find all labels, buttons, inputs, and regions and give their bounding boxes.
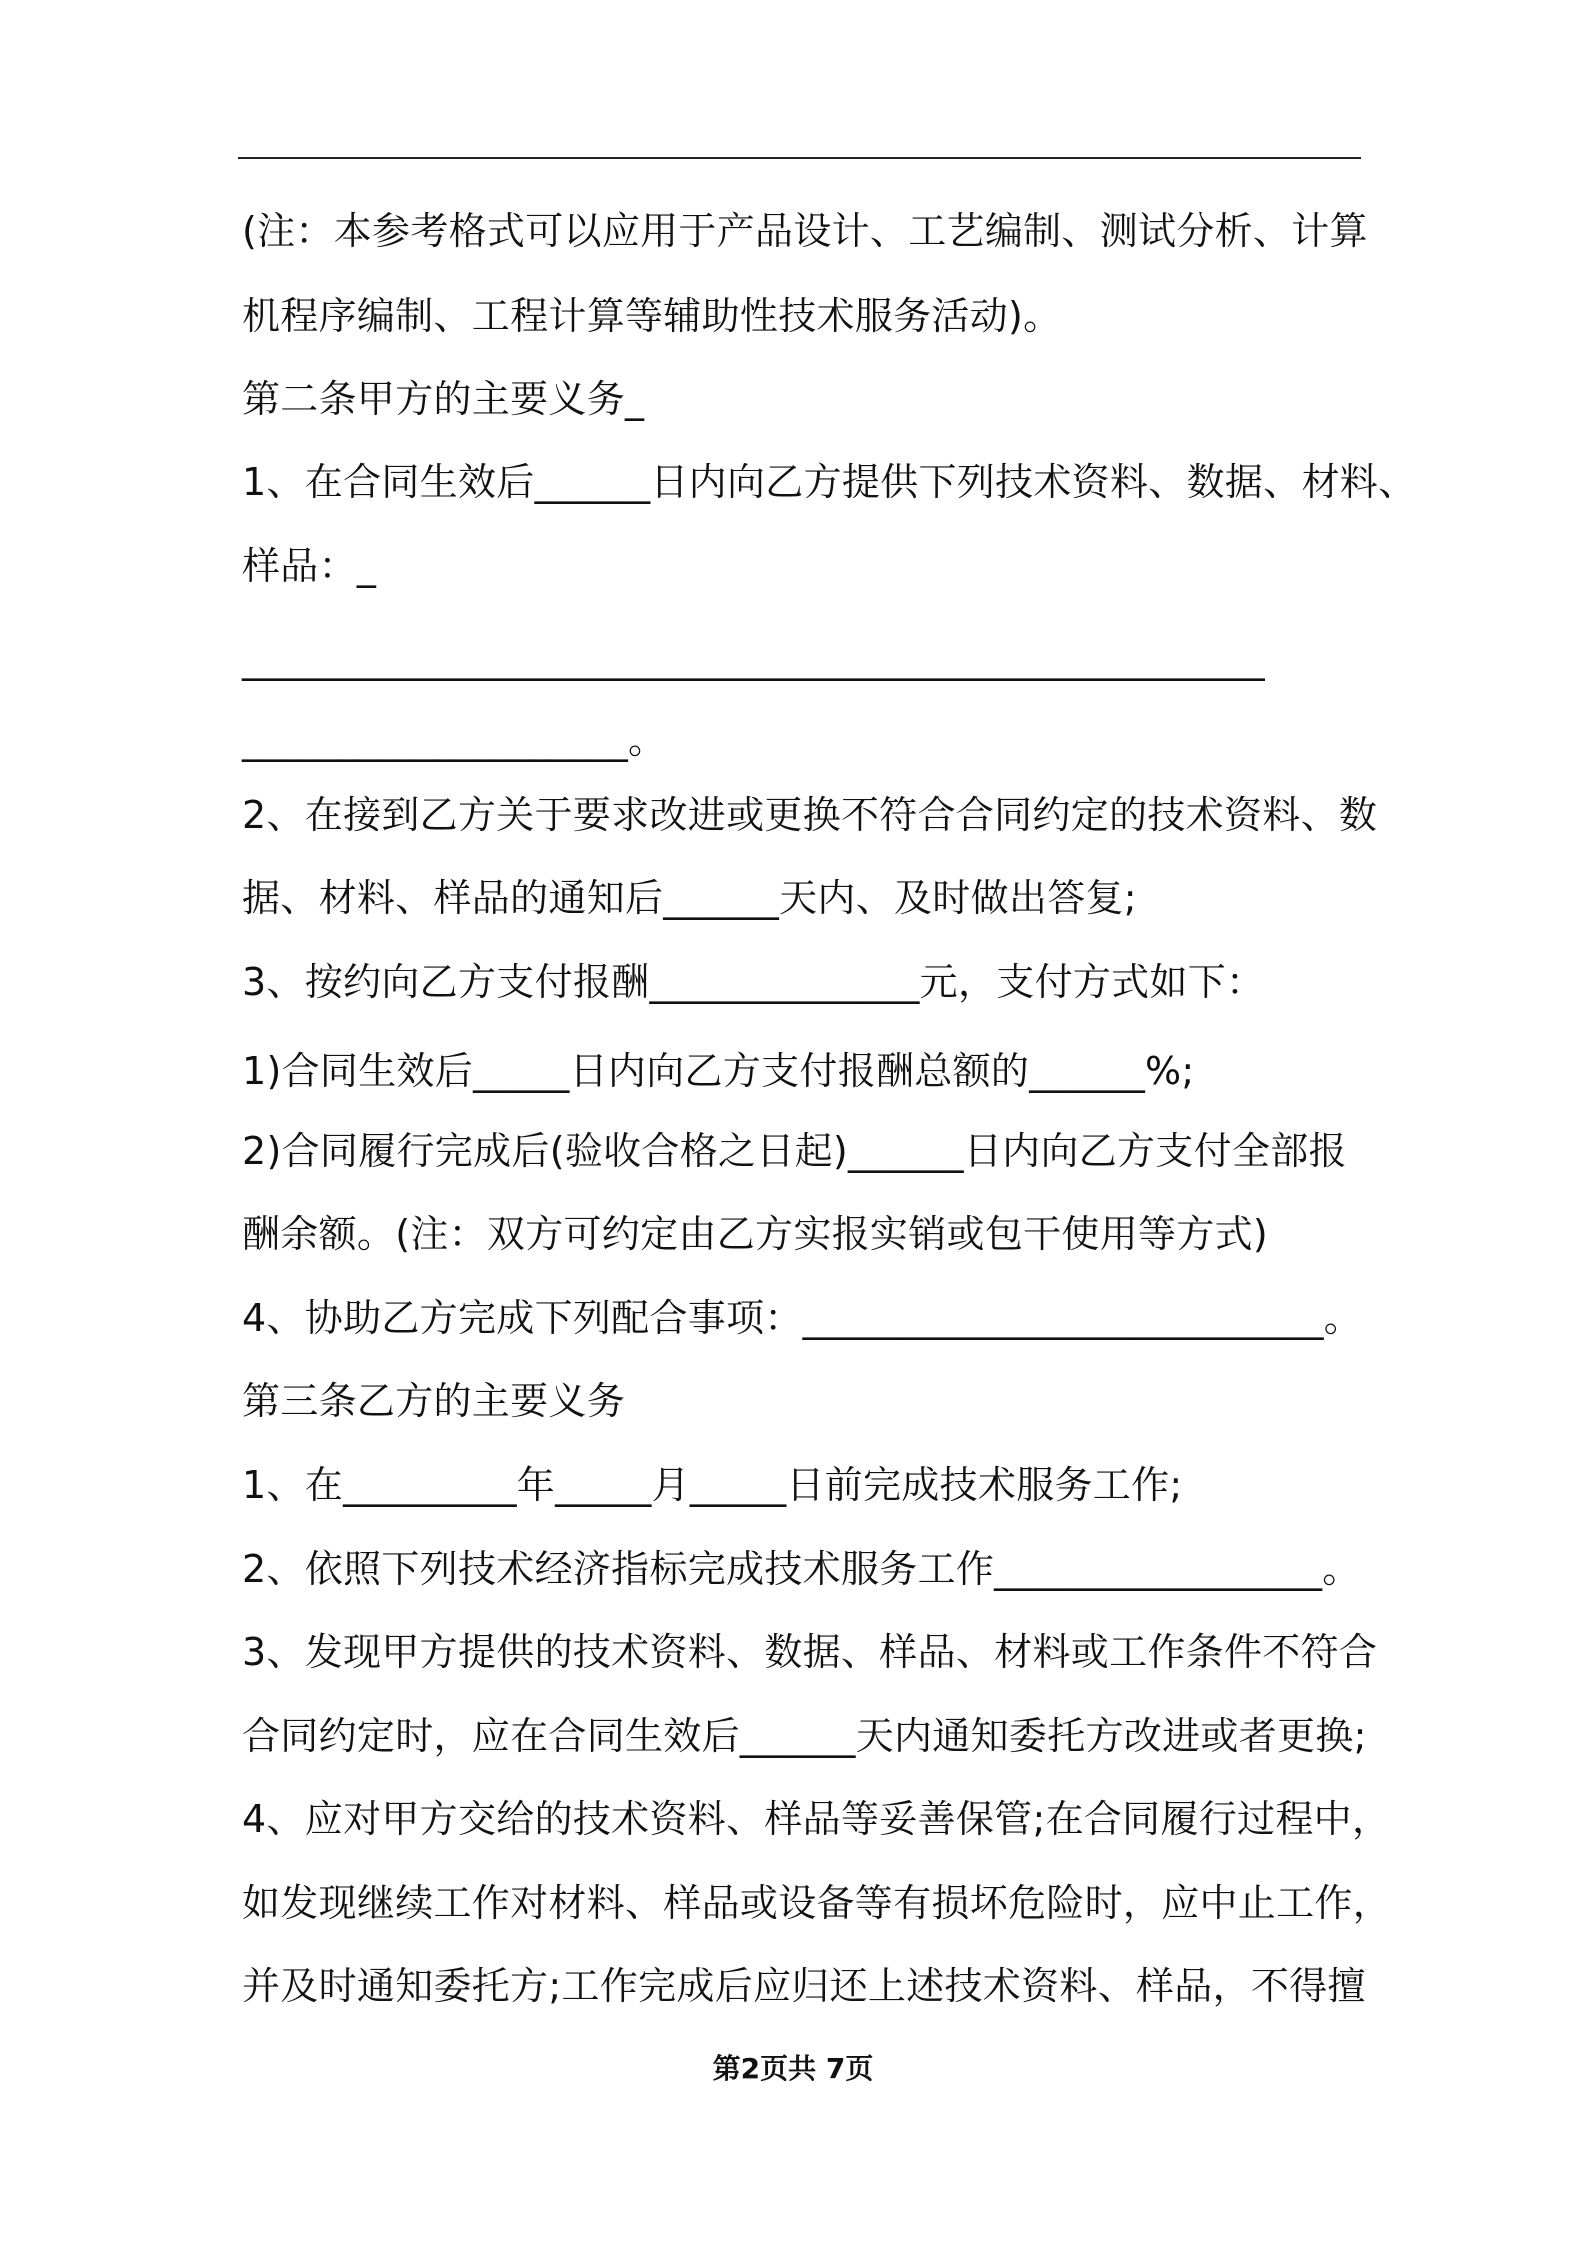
text-line: 并及时通知委托方;工作完成后应归还上述技术资料、样品，不得擅 — [242, 1964, 1366, 2008]
text-line: 1)合同生效后_____日内向乙方支付报酬总额的______%; — [242, 1049, 1195, 1093]
text-line: 4、应对甲方交给的技术资料、样品等妥善保管;在合同履行过程中， — [242, 1797, 1391, 1841]
text-line: 2、依照下列技术经济指标完成技术服务工作_________________。 — [242, 1547, 1361, 1591]
text-line: 合同约定时，应在合同生效后______天内通知委托方改进或者更换; — [242, 1714, 1367, 1758]
blank-fill-line: ____________________。 — [242, 718, 667, 762]
text-line: 4、协助乙方完成下列配合事项：___________________________。 — [242, 1296, 1363, 1340]
header-rule — [238, 157, 1361, 159]
text-line: 样品：_ — [242, 544, 377, 588]
text-line: 如发现继续工作对材料、样品或设备等有损坏危险时，应中止工作， — [242, 1881, 1392, 1925]
text-line: 3、按约向乙方支付报酬______________元，支付方式如下： — [242, 960, 1265, 1004]
page-number-footer: 第2页共 7页 — [712, 2052, 874, 2085]
text-line: 机程序编制、工程计算等辅助性技术服务活动)。 — [242, 294, 1062, 338]
text-line: 3、发现甲方提供的技术资料、数据、样品、材料或工作条件不符合 — [242, 1630, 1378, 1674]
blank-fill-line: _____________________________________________________ — [242, 637, 1265, 681]
section-heading: 第二条甲方的主要义务_ — [242, 377, 645, 421]
section-heading: 第三条乙方的主要义务 — [242, 1379, 626, 1423]
text-line: 1、在合同生效后______日内向乙方提供下列技术资料、数据、材料、 — [242, 460, 1417, 504]
text-line: 2)合同履行完成后(验收合格之日起)______日内向乙方支付全部报 — [242, 1129, 1347, 1173]
text-line: 1、在_________年_____月_____日前完成技术服务工作; — [242, 1463, 1183, 1507]
text-line: 据、材料、样品的通知后______天内、及时做出答复; — [242, 876, 1137, 920]
text-line: 酬余额。(注：双方可约定由乙方实报实销或包干使用等方式) — [242, 1212, 1269, 1256]
text-line: (注：本参考格式可以应用于产品设计、工艺编制、测试分析、计算 — [242, 209, 1368, 253]
text-line: 2、在接到乙方关于要求改进或更换不符合合同约定的技术资料、数 — [242, 793, 1378, 837]
